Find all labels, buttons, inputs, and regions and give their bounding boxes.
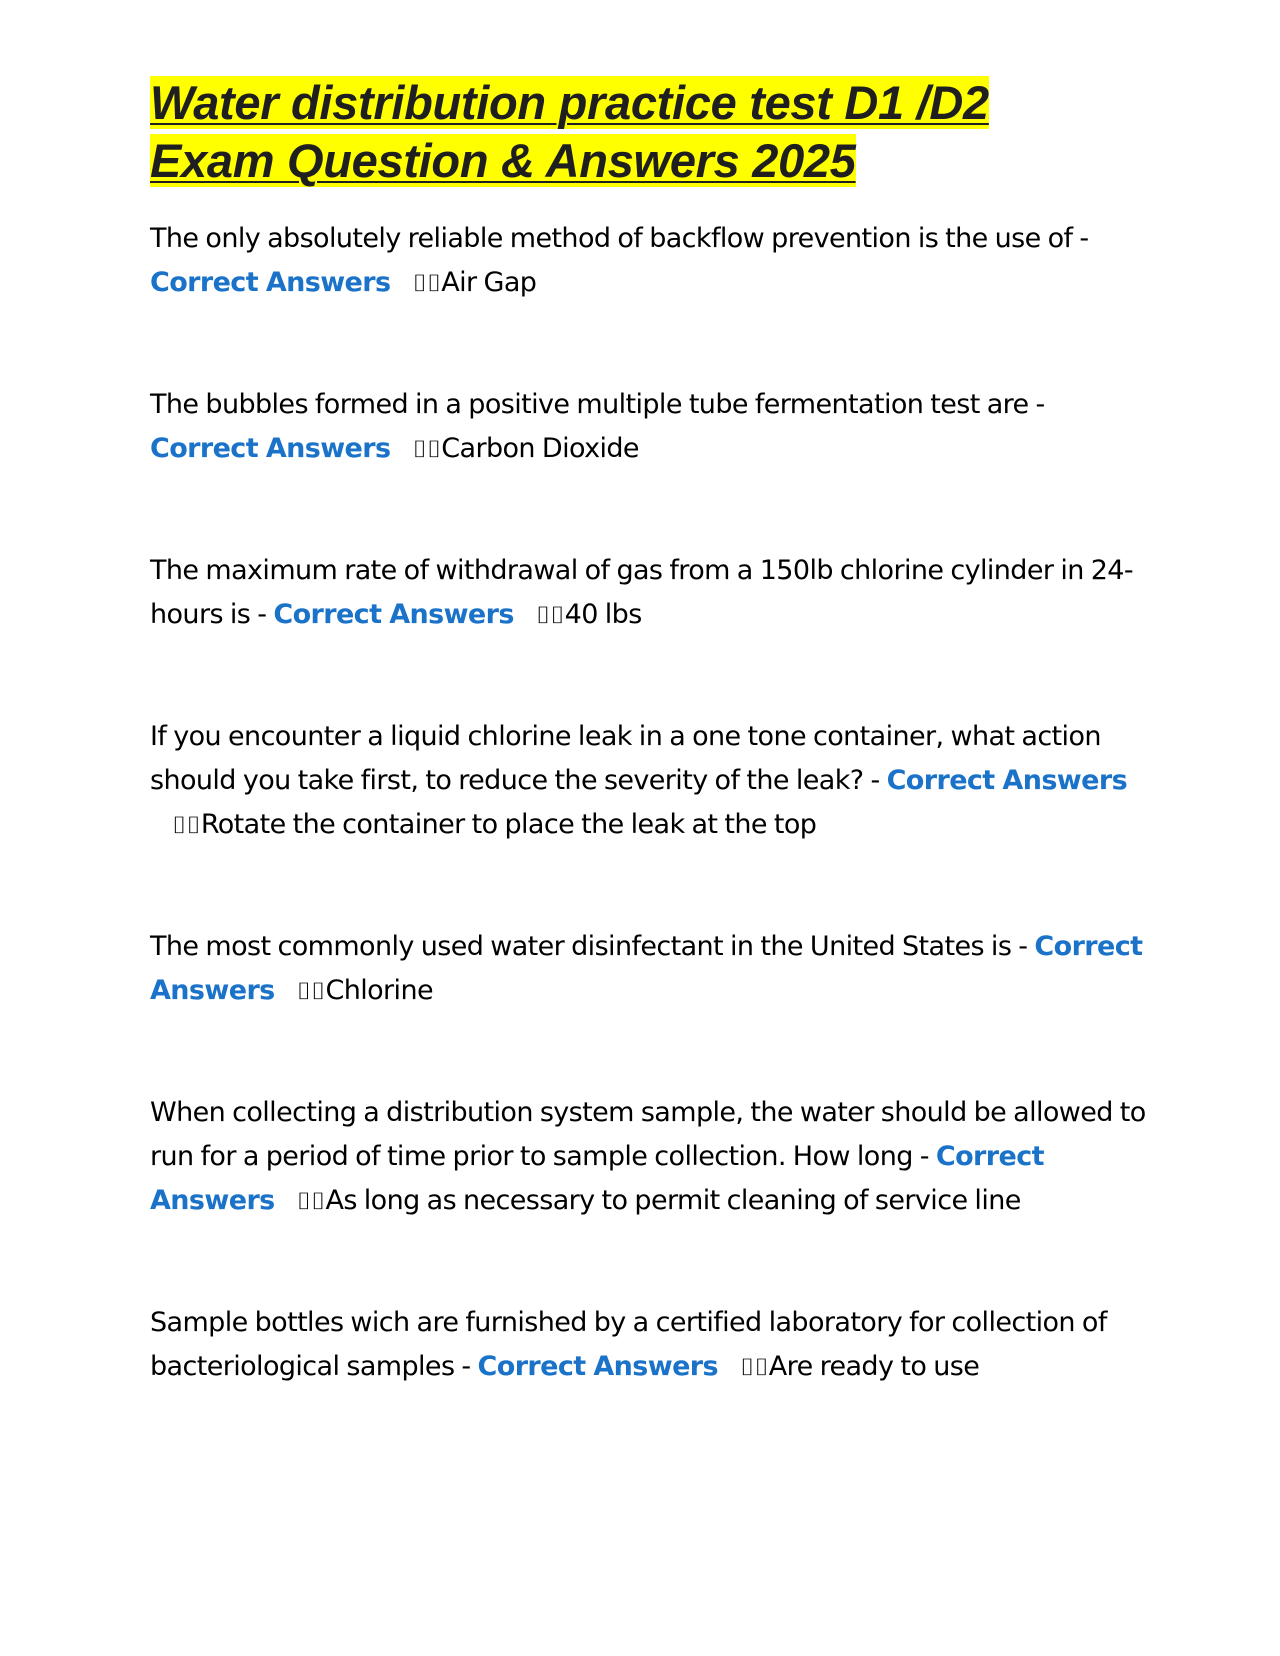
qa-item: [150, 549, 1150, 637]
missing-glyph-icon: ⌷⌷: [172, 811, 201, 839]
question-text: The only absolutely reliable method of backflow prevention is the use of -: [150, 223, 1089, 254]
correct-answers-label: Correct Answers: [886, 765, 1128, 796]
question-text: The maximum rate of withdrawal of gas from a 150lb chlorine cylinder in 24-hours is -: [150, 555, 1134, 630]
question-text: When collecting a distribution system sample, the water should be allowed to run for a period of time prior to sample collection. How long -: [150, 1097, 1146, 1172]
qa-item: [150, 1301, 1150, 1389]
answer-text: Carbon Dioxide: [441, 433, 639, 464]
question-text: Sample bottles wich are furnished by a certified laboratory for collection of bacteriological samples -: [150, 1307, 1107, 1382]
qa-item: [150, 715, 1150, 847]
correct-answers-label: Correct Answers: [273, 599, 514, 630]
answer-text: Chlorine: [325, 975, 433, 1006]
missing-glyph-icon: ⌷⌷: [296, 1187, 326, 1215]
document-title: [150, 74, 1150, 190]
missing-glyph-icon: ⌷⌷: [535, 601, 565, 629]
answer-text: Rotate the container to place the leak at the top: [200, 809, 817, 840]
qa-item: [150, 925, 1150, 1013]
correct-answers-label: Correct Answers: [477, 1351, 718, 1382]
question-text: If you encounter a liquid chlorine leak in a one tone container, what action should you take first, to reduce the severity of the leak? -: [150, 721, 1101, 796]
question-text: The bubbles formed in a positive multiple tube fermentation test are -: [150, 389, 1045, 420]
missing-glyph-icon: ⌷⌷: [412, 269, 442, 297]
missing-glyph-icon: ⌷⌷: [296, 977, 326, 1005]
answer-text: Air Gap: [441, 267, 537, 298]
missing-glyph-icon: ⌷⌷: [412, 435, 442, 463]
title-line-1: Water distribution practice test D1 /D2: [150, 76, 989, 129]
qa-item: [150, 217, 1150, 305]
qa-item: [150, 383, 1150, 471]
correct-answers-label: Correct Answers: [150, 433, 391, 464]
title-line-2: Exam Question & Answers 2025: [150, 134, 856, 187]
correct-answers-label: Correct Answers: [150, 931, 1143, 1006]
missing-glyph-icon: ⌷⌷: [739, 1353, 769, 1381]
answer-text: Are ready to use: [768, 1351, 980, 1382]
correct-answers-label: Correct Answers: [150, 1141, 1044, 1216]
document-page: [150, 74, 1150, 1467]
question-text: The most commonly used water disinfectant in the United States is -: [150, 931, 1028, 962]
question-list: [150, 217, 1150, 1389]
answer-text: 40 lbs: [564, 599, 642, 630]
answer-text: As long as necessary to permit cleaning of service line: [325, 1185, 1021, 1216]
correct-answers-label: Correct Answers: [150, 267, 391, 298]
qa-item: [150, 1091, 1150, 1223]
